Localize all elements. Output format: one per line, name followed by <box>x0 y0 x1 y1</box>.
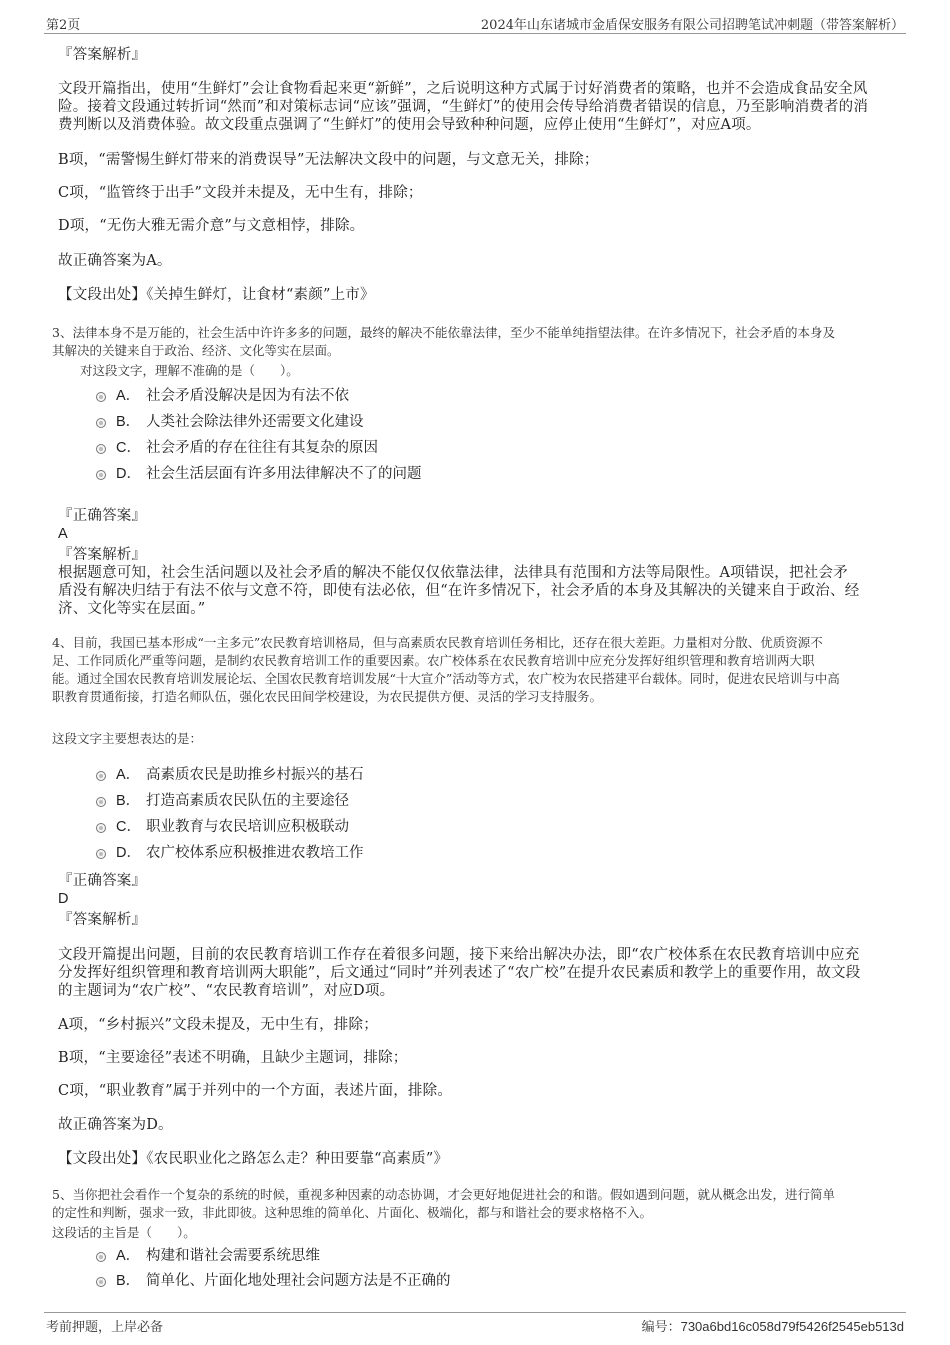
option-letter: D． <box>116 845 141 861</box>
option-text: 人类社会除法律外还需要文化建设 <box>146 414 364 430</box>
q4-question: 这段文字主要想表达的是： <box>52 731 203 746</box>
option-text: 简单化、片面化地处理社会问题方法是不正确的 <box>146 1273 451 1289</box>
option-text: 社会矛盾没解决是因为有法不依 <box>146 388 349 404</box>
q3-question: 对这段文字，理解不准确的是（ ）。 <box>80 363 299 378</box>
option-letter: A． <box>116 388 141 404</box>
option-letter: B． <box>116 1273 141 1289</box>
page-footer <box>44 1312 906 1334</box>
option-text: 农广校体系应积极推进农教培工作 <box>146 845 364 861</box>
option-letter: D． <box>116 466 141 482</box>
q4-stem <box>52 634 912 706</box>
code-value: 730a6bd16c058d79f5426f2545eb513d <box>680 1319 904 1334</box>
q4-option-c-analysis: C项，“职业教育”属于并列中的一个方面，表述片面，排除。 <box>58 1083 453 1099</box>
option-letter: B． <box>116 414 141 430</box>
q2-option-c-analysis: C项，“监管终于出手”文段并未提及，无中生有，排除； <box>58 185 423 201</box>
analysis-line: 根据题意可知，社会生活问题以及社会矛盾的解决不能仅仅依靠法律，法律具有范围和方法等局限性。A项错误，把社会矛 <box>58 565 848 581</box>
radio-button[interactable] <box>96 470 106 480</box>
q4-source: 【文段出处】《农民职业化之路怎么走？种田要靠“高素质”》 <box>58 1151 449 1167</box>
document-title: 2024年山东诸城市金盾保安服务有限公司招聘笔试冲刺题（带答案解析） <box>480 18 904 33</box>
option-text: 职业教育与农民培训应积极联动 <box>146 819 349 835</box>
stem-line: 能。通过全国农民教育培训发展论坛、全国农民教育培训发展“十大宣介”活动等方式，农广校为农民搭建平台载体。同时，促进农民培训与中高 <box>52 671 840 686</box>
option-letter: A． <box>116 767 141 783</box>
option-letter: C． <box>116 440 141 456</box>
q3-answer-label: 『正确答案』 <box>58 508 147 524</box>
q5-stem <box>52 1186 912 1222</box>
radio-button[interactable] <box>96 823 106 833</box>
radio-button[interactable] <box>96 418 106 428</box>
analysis-line: 分发挥好组织管理和教育培训两大职能”，后文通过“同时”并列表述了“农广校”在提升农民素质和教学上的重要作用，故文段 <box>58 965 861 981</box>
q4-option-a-analysis: A项，“乡村振兴”文段未提及，无中生有，排除； <box>58 1017 378 1033</box>
option-text: 高素质农民是助推乡村振兴的基石 <box>146 767 364 783</box>
radio-button[interactable] <box>96 444 106 454</box>
q4-option-b-analysis: B项，“主要途径”表述不明确，且缺少主题词，排除； <box>58 1050 408 1066</box>
stem-line: 5、当你把社会看作一个复杂的系统的时候，重视多种因素的动态协调，才会更好地促进社会的和谐。假如遇到问题，就从概念出发，进行简单 <box>52 1187 835 1202</box>
q4-analysis-label: 『答案解析』 <box>58 912 147 928</box>
radio-button[interactable] <box>96 797 106 807</box>
q3-analysis-label: 『答案解析』 <box>58 547 147 563</box>
q4-answer-label: 『正确答案』 <box>58 873 147 889</box>
q5-question: 这段话的主旨是（ ）。 <box>52 1225 196 1240</box>
q2-option-d-analysis: D项，“无伤大雅无需介意”与文意相悖，排除。 <box>58 218 365 234</box>
page-header <box>44 14 906 34</box>
stem-line: 其解决的关键来自于政治、经济、文化等实在层面。 <box>52 343 340 358</box>
q2-conclusion: 故正确答案为A。 <box>58 253 172 269</box>
stem-line: 4、目前，我国已基本形成“一主多元”农民教育培训格局，但与高素质农民教育培训任务相比，还存在很大差距。力量相对分散、优质资源不 <box>52 635 823 650</box>
stem-line: 职教育贯通衔接，打造名师队伍，强化农民田间学校建设，为农民提供方便、灵活的学习支持服务。 <box>52 689 603 704</box>
analysis-line: 的主题词为“农广校”、“农民教育培训”，对应D项。 <box>58 983 395 999</box>
option-letter: A． <box>116 1248 141 1264</box>
option-letter: C． <box>116 819 141 835</box>
radio-button[interactable] <box>96 1252 106 1262</box>
stem-line: 3、法律本身不是万能的，社会生活中许许多多的问题，最终的解决不能依靠法律，至少不能单纯指望法律。在许多情况下，社会矛盾的本身及 <box>52 325 835 340</box>
q4-conclusion: 故正确答案为D。 <box>58 1117 173 1133</box>
footer-slogan: 考前押题，上岸必备 <box>46 1320 164 1335</box>
option-letter: B． <box>116 793 141 809</box>
q3-stem <box>52 324 912 360</box>
option-text: 社会生活层面有许多用法律解决不了的问题 <box>146 466 422 482</box>
analysis-line: 险。接着文段通过转折词“然而”和对策标志词“应该”强调，“生鲜灯”的使用会传导给消费者错误的信息，乃至影响消费者的消 <box>58 99 869 115</box>
q3-analysis <box>58 564 898 618</box>
radio-button[interactable] <box>96 771 106 781</box>
analysis-line: 济、文化等实在层面。” <box>58 601 206 617</box>
analysis-line: 盾没有解决归结于有法不依与文意不符，即使有法必依，但“在许多情况下，社会矛盾的本身及其解决的关键来自于政治、经 <box>58 583 860 599</box>
radio-button[interactable] <box>96 1277 106 1287</box>
radio-button[interactable] <box>96 849 106 859</box>
q4-analysis <box>58 946 898 1000</box>
q2-analysis <box>58 80 898 134</box>
radio-button[interactable] <box>96 392 106 402</box>
option-text: 构建和谐社会需要系统思维 <box>146 1248 320 1264</box>
q3-answer: A <box>58 526 68 542</box>
analysis-line: 费判断以及消费体验。故文段重点强调了“生鲜灯”的使用会导致种种问题，应停止使用“生鲜灯”，对应A项。 <box>58 117 761 133</box>
option-text: 社会矛盾的存在往往有其复杂的原因 <box>146 440 378 456</box>
stem-line: 的定性和判断，强求一致，非此即彼。这种思维的简单化、片面化、极端化，都与和谐社会的要求格格不入。 <box>52 1205 653 1220</box>
code-label: 编号： <box>641 1320 681 1335</box>
analysis-line: 文段开篇指出，使用“生鲜灯”会让食物看起来更“新鲜”，之后说明这种方式属于讨好消费者的策略，也并不会造成食品安全风 <box>58 81 868 97</box>
analysis-line: 文段开篇提出问题，目前的农民教育培训工作存在着很多问题，接下来给出解决办法，即“农广校体系在农民教育培训中应充 <box>58 947 860 963</box>
q4-answer: D <box>58 891 69 907</box>
q2-option-b-analysis: B项，“需警惕生鲜灯带来的消费误导”无法解决文段中的问题，与文意无关，排除； <box>58 152 599 168</box>
q2-source: 【文段出处】《关掉生鲜灯，让食材“素颜”上市》 <box>58 287 375 303</box>
option-text: 打造高素质农民队伍的主要途径 <box>146 793 349 809</box>
document-code <box>642 1316 904 1335</box>
stem-line: 足、工作同质化严重等问题，是制约农民教育培训工作的重要因素。农广校体系在农民教育培训中应充分发挥好组织管理和教育培训两大职 <box>52 653 815 668</box>
page-number: 第2页 <box>46 18 81 33</box>
q2-analysis-label: 『答案解析』 <box>58 47 147 63</box>
